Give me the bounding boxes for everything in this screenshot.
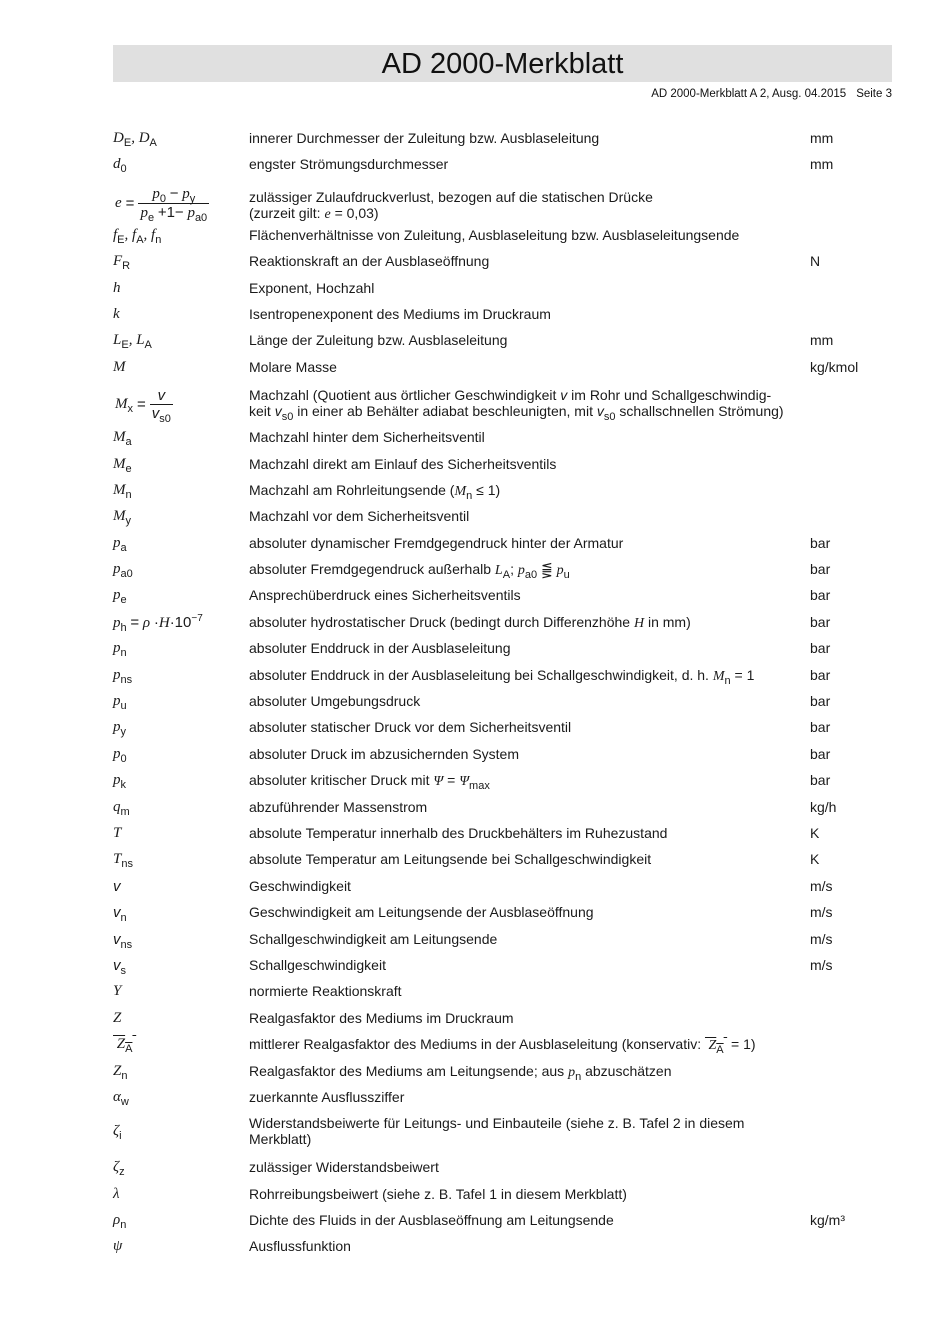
- unit-cell: [810, 1186, 893, 1212]
- symbol-cell: $p_a$: [113, 534, 127, 554]
- symbol-cell: $v_n$: [113, 904, 127, 925]
- unit-cell: bar: [810, 745, 831, 762]
- symbol-cell: Z: [113, 1009, 122, 1026]
- symbol-cell: $F_R$: [113, 253, 131, 273]
- symbol-cell: $L_E$, $L_A$: [113, 332, 152, 352]
- unit-cell: bar: [810, 640, 831, 657]
- symbol-cell: k: [113, 305, 120, 322]
- description-cell: innerer Durchmesser der Zuleitung bzw. Ausblaseleitung: [249, 130, 600, 146]
- symbol-row: [113, 227, 893, 253]
- symbol-row: [113, 1238, 893, 1264]
- unit-cell: K: [810, 851, 820, 868]
- unit-cell: [810, 1010, 893, 1036]
- symbol-row: [113, 561, 893, 587]
- symbol-cell: λ: [113, 1185, 120, 1202]
- symbol-cell: $p_y$: [113, 719, 126, 739]
- description-cell: engster Strömungsdurchmesser: [249, 156, 449, 173]
- symbol-cell: h: [113, 279, 121, 296]
- description-cell: absolute Temperatur innerhalb des Druckbehälters im Ruhezustand: [249, 824, 668, 841]
- document-subheader: [651, 88, 892, 100]
- unit-cell: [810, 508, 893, 534]
- description-cell: absoluter kritischer Druck mit $\Psi = \Psi_{max}$: [249, 772, 490, 793]
- description-cell: Ansprechüberdruck eines Sicherheitsventils: [249, 587, 521, 604]
- symbol-cell: $p_e$: [113, 587, 127, 607]
- unit-cell: [810, 456, 893, 482]
- symbol-row: [113, 508, 893, 534]
- symbol-cell: $\zeta_i$: [113, 1123, 122, 1143]
- symbol-cell: $q_m$: [113, 798, 130, 818]
- unit-cell: K: [810, 824, 820, 841]
- formula-fraction: $\frac{p_0 - p_y}{p_e +1- p_{a0}}$: [140, 184, 208, 224]
- unit-cell: kg/m³: [810, 1212, 845, 1229]
- unit-cell: bar: [810, 587, 831, 604]
- symbol-row: [113, 825, 893, 851]
- symbol-row: [113, 878, 893, 904]
- symbol-row: [113, 667, 893, 693]
- unit-cell: bar: [810, 666, 831, 683]
- description-cell: absoluter Druck im abzusichernden System: [249, 745, 520, 762]
- description-cell: absolute Temperatur am Leitungsende bei Schallgeschwindigkeit: [249, 851, 652, 868]
- document-title: AD 2000-Merkblatt: [381, 48, 624, 80]
- unit-cell: bar: [810, 561, 831, 578]
- symbol-row: [113, 156, 893, 182]
- symbol-cell: $\alpha_w$: [113, 1088, 129, 1108]
- description-cell: Dichte des Fluids in der Ausblaseöffnung am Leitungsende: [249, 1212, 614, 1229]
- symbol-cell: $M_y$: [113, 508, 131, 528]
- description-cell: Schallgeschwindigkeit: [249, 956, 386, 973]
- description-cell: mittlerer Realgasfaktor des Mediums in der Ausblaseleitung (konservativ: $Z_A = 1$): [249, 1036, 756, 1057]
- symbol-cell: M: [113, 358, 126, 375]
- symbol-row: [113, 280, 893, 306]
- symbol-row: [113, 130, 893, 156]
- description-cell: absoluter Fremdgegendruck außerhalb $L_A$; $p_{a0}$ ⪋ $p_u$: [249, 561, 570, 582]
- unit-cell: mm: [810, 156, 834, 173]
- description-cell: Machzahl hinter dem Sicherheitsventil: [249, 429, 485, 446]
- unit-cell: [810, 1089, 893, 1115]
- description-cell: Schallgeschwindigkeit am Leitungsende: [249, 930, 498, 947]
- symbol-cell: e = $\frac{p_0 - p_y}{p_e +1- p_{a0}}$: [115, 184, 208, 224]
- description-cell: absoluter Enddruck in der Ausblaseleitung bei Schallgeschwindigkeit, d. h. $M_n = 1$: [249, 666, 755, 687]
- description-cell: Realgasfaktor des Mediums im Druckraum: [249, 1009, 514, 1026]
- description-cell: Isentropenexponent des Mediums im Druckraum: [249, 305, 551, 322]
- unit-cell: kg/kmol: [810, 358, 859, 375]
- symbol-row: [113, 253, 893, 279]
- unit-cell: mm: [810, 332, 834, 349]
- unit-cell: bar: [810, 693, 831, 710]
- unit-cell: mm: [810, 130, 834, 146]
- description-cell: Flächenverhältnisse von Zuleitung, Ausblaseleitung bzw. Ausblaseleitungsende: [249, 226, 740, 243]
- symbol-cell: $Z_n$: [113, 1062, 128, 1082]
- symbol-cell: $v_{ns}$: [113, 930, 133, 951]
- symbol-row: [113, 1115, 893, 1159]
- symbol-row: [113, 614, 893, 640]
- unit-cell: [810, 1115, 893, 1159]
- symbol-cell: $p_u$: [113, 693, 127, 713]
- description-cell: Machzahl am Rohrleitungsende $(M_n \le 1)$: [249, 481, 501, 502]
- formula-fraction: $\frac{v}{v_{s0}}$: [151, 387, 171, 426]
- description-cell: zulässiger Zulaufdruckverlust, bezogen auf die statischen Drücke (zurzeit gilt: e = 0,03): [249, 188, 653, 222]
- description-cell: Machzahl vor dem Sicherheitsventil: [249, 508, 470, 525]
- symbol-row: [113, 359, 893, 385]
- symbol-cell: $\zeta_z$: [113, 1159, 125, 1179]
- description-cell: Rohrreibungsbeiwert (siehe z. B. Tafel 1 in diesem Merkblatt): [249, 1185, 627, 1202]
- symbol-cell: $p_0$: [113, 745, 127, 765]
- description-cell: Ausflussfunktion: [249, 1238, 351, 1255]
- unit-cell: m/s: [810, 904, 833, 921]
- symbol-row: [113, 1186, 893, 1212]
- unit-cell: kg/h: [810, 798, 837, 815]
- description-cell: zuerkannte Ausflussziffer: [249, 1088, 405, 1105]
- symbol-row: [113, 1036, 893, 1062]
- document-reference: AD 2000-Merkblatt A 2, Ausg. 04.2015: [651, 88, 847, 100]
- unit-cell: bar: [810, 719, 831, 736]
- symbol-cell: $v_s$: [113, 956, 126, 977]
- unit-cell: m/s: [810, 956, 833, 973]
- symbol-table: [113, 130, 893, 1265]
- description-cell: Widerstandsbeiwerte für Leitungs- und Einbauteile (siehe z. B. Tafel 2 in diesem Merkblatt): [249, 1115, 745, 1148]
- symbol-cell: T: [113, 824, 122, 841]
- symbol-cell: v: [113, 877, 121, 895]
- symbol-row: [113, 482, 893, 508]
- description-cell: normierte Reaktionskraft: [249, 983, 402, 1000]
- unit-cell: [810, 429, 893, 455]
- description-cell: Machzahl (Quotient aus örtlicher Geschwindigkeit v im Rohr und Schallgeschwindig- keit $v_{s0}$ in einer ab Behälter adiabat beschleunigten, mit $v_{s0}$ schallschnellen Strömung): [249, 387, 784, 424]
- symbol-cell: $M_e$: [113, 455, 132, 475]
- unit-cell: bar: [810, 613, 831, 630]
- unit-cell: [810, 306, 893, 332]
- description-cell: Geschwindigkeit am Leitungsende der Ausblaseöffnung: [249, 904, 594, 921]
- unit-cell: [810, 183, 893, 227]
- symbol-cell: $p_{a0}$: [113, 561, 133, 581]
- description-cell: absoluter Enddruck in der Ausblaseleitung: [249, 640, 511, 657]
- document-title-banner: [113, 45, 892, 82]
- symbol-row: [113, 535, 893, 561]
- unit-cell: [810, 1159, 893, 1185]
- symbol-cell: $Z_A$: [113, 1036, 133, 1056]
- symbol-row: [113, 983, 893, 1009]
- unit-cell: [810, 482, 893, 508]
- symbol-row: [113, 719, 893, 745]
- description-cell: Machzahl direkt am Einlauf des Sicherheitsventils: [249, 455, 557, 472]
- description-cell: absoluter dynamischer Fremdgegendruck hinter der Armatur: [249, 534, 624, 551]
- symbol-cell: $M_x$ = $\frac{v}{v_{s0}}$: [115, 387, 171, 426]
- symbol-row: [113, 799, 893, 825]
- unit-cell: bar: [810, 772, 831, 789]
- symbol-row: [113, 746, 893, 772]
- symbol-row: [113, 931, 893, 957]
- symbol-row: [113, 1089, 893, 1115]
- symbol-cell: $p_{ns}$: [113, 666, 133, 686]
- description-cell: zulässiger Widerstandsbeiwert: [249, 1159, 439, 1176]
- symbol-cell: $d_0$: [113, 156, 127, 176]
- symbol-row: [113, 1159, 893, 1185]
- symbol-row: [113, 1063, 893, 1089]
- symbol-cell: $\rho_n$: [113, 1212, 127, 1232]
- description-cell: Realgasfaktor des Mediums am Leitungsende; aus $p_n$ abzuschätzen: [249, 1062, 672, 1083]
- description-cell: absoluter statischer Druck vor dem Sicherheitsventil: [249, 719, 572, 736]
- unit-cell: [810, 1238, 893, 1264]
- description-cell: Molare Masse: [249, 358, 337, 375]
- symbol-cell: $D_E$, $D_A$: [113, 130, 157, 149]
- symbol-cell: $T_{ns}$: [113, 851, 133, 871]
- symbol-row: [113, 1010, 893, 1036]
- symbol-row: [113, 456, 893, 482]
- page-number: Seite 3: [856, 88, 892, 100]
- unit-cell: [810, 983, 893, 1009]
- symbol-row: [113, 332, 893, 358]
- symbol-row: [113, 957, 893, 983]
- unit-cell: [810, 227, 893, 253]
- symbol-cell: Y: [113, 983, 122, 1000]
- symbol-cell: ψ: [113, 1238, 123, 1255]
- description-cell: Exponent, Hochzahl: [249, 279, 375, 296]
- unit-cell: m/s: [810, 930, 833, 947]
- symbol-cell: $p_k$: [113, 772, 126, 792]
- unit-cell: [810, 280, 893, 306]
- symbol-cell: $f_E$, $f_A$, $f_n$: [113, 226, 162, 246]
- symbol-row: [113, 183, 893, 227]
- description-cell: Reaktionskraft an der Ausblaseöffnung: [249, 253, 490, 270]
- symbol-row: [113, 385, 893, 429]
- unit-cell: [810, 1063, 893, 1089]
- description-cell: Länge der Zuleitung bzw. Ausblaseleitung: [249, 332, 508, 349]
- symbol-row: [113, 772, 893, 798]
- unit-cell: bar: [810, 534, 831, 551]
- description-cell: Geschwindigkeit: [249, 877, 351, 894]
- description-cell: abzuführender Massenstrom: [249, 798, 428, 815]
- unit-cell: [810, 1036, 893, 1062]
- symbol-row: [113, 693, 893, 719]
- symbol-cell: $M_a$: [113, 429, 132, 449]
- symbol-row: [113, 851, 893, 877]
- description-cell: absoluter Umgebungsdruck: [249, 693, 421, 710]
- symbol-cell: $M_n$: [113, 481, 132, 501]
- symbol-row: [113, 429, 893, 455]
- symbol-cell: $p_n$: [113, 640, 127, 660]
- symbol-row: [113, 1212, 893, 1238]
- unit-cell: N: [810, 253, 821, 270]
- symbol-cell: $p_h = \rho \cdot H\cdot 10^{-7}$: [113, 612, 203, 634]
- unit-cell: [810, 385, 893, 429]
- symbol-row: [113, 640, 893, 666]
- symbol-row: [113, 587, 893, 613]
- description-cell: absoluter hydrostatischer Druck (bedingt durch Differenzhöhe H in mm): [249, 613, 691, 631]
- unit-cell: m/s: [810, 877, 833, 894]
- symbol-row: [113, 904, 893, 930]
- symbol-row: [113, 306, 893, 332]
